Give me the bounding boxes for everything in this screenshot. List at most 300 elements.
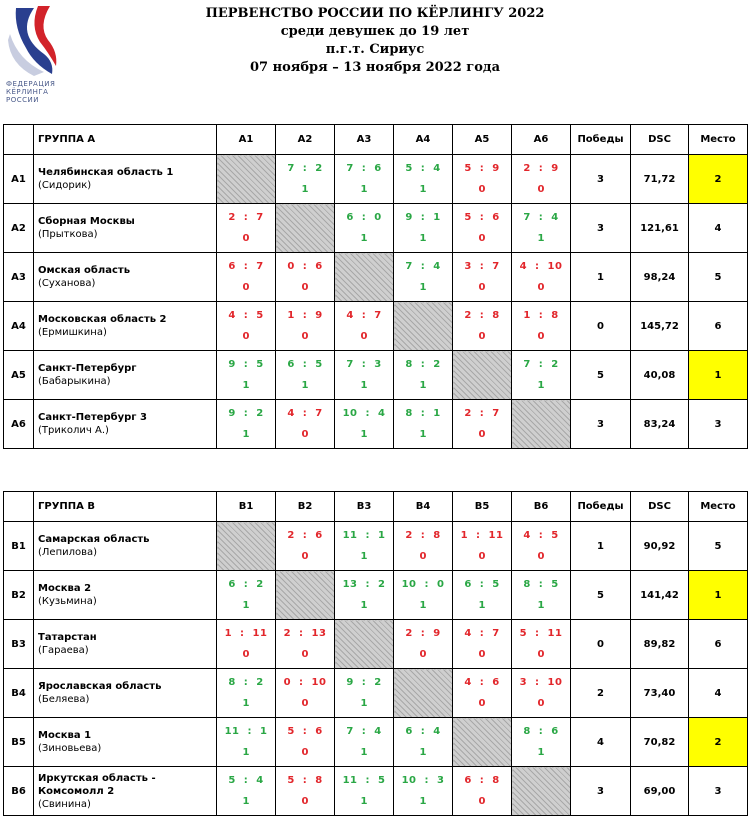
score-for: 6 bbox=[228, 578, 236, 590]
team-cell bbox=[34, 620, 217, 669]
score-for: 8 bbox=[523, 578, 531, 590]
match-score: 7 : 2 bbox=[287, 162, 323, 174]
score-for: 2 bbox=[464, 309, 472, 321]
dsc-header: DSC bbox=[631, 492, 689, 522]
match-score: 5 : 8 bbox=[287, 774, 323, 786]
place-value: 4 bbox=[689, 669, 748, 718]
match-points: 0 bbox=[537, 648, 545, 660]
team-name: Омская область bbox=[38, 265, 131, 276]
match-points: 0 bbox=[478, 648, 486, 660]
team-cell bbox=[34, 155, 217, 204]
match-score: 7 : 6 bbox=[346, 162, 382, 174]
group-b-table bbox=[3, 491, 748, 816]
column-header: B4 bbox=[394, 492, 453, 522]
match-points: 1 bbox=[419, 281, 427, 293]
team-skip: (Лепилова) bbox=[38, 547, 98, 558]
team-name: Москва 2 bbox=[38, 583, 92, 594]
team-row bbox=[4, 155, 748, 204]
match-points: 1 bbox=[537, 232, 545, 244]
match-result-cell bbox=[512, 253, 571, 302]
score-for: 7 bbox=[346, 358, 354, 370]
score-against: 4 bbox=[551, 211, 559, 223]
match-result-cell bbox=[276, 302, 335, 351]
score-against: 1 bbox=[433, 211, 441, 223]
match-score: 7 : 2 bbox=[523, 358, 559, 370]
match-score: 5 : 4 bbox=[228, 774, 264, 786]
match-score: 11 : 1 bbox=[224, 725, 268, 737]
match-score: 2 : 7 bbox=[464, 407, 500, 419]
place-header: Место bbox=[689, 492, 748, 522]
match-score: 4 : 10 bbox=[519, 260, 563, 272]
match-result-cell bbox=[217, 400, 276, 449]
self-match-cell bbox=[512, 400, 571, 449]
group-a-table bbox=[3, 124, 748, 449]
team-cell bbox=[34, 669, 217, 718]
match-result-cell bbox=[394, 718, 453, 767]
wins-count: 2 bbox=[571, 669, 631, 718]
match-score: 4 : 6 bbox=[464, 676, 500, 688]
score-against: 10 bbox=[547, 260, 563, 272]
match-score: 4 : 5 bbox=[228, 309, 264, 321]
score-against: 2 bbox=[433, 358, 441, 370]
match-score: 6 : 0 bbox=[346, 211, 382, 223]
team-code: B5 bbox=[4, 718, 34, 767]
self-match-cell bbox=[217, 155, 276, 204]
score-against: 2 bbox=[256, 407, 264, 419]
score-for: 1 bbox=[224, 627, 233, 639]
place-value: 6 bbox=[689, 620, 748, 669]
score-for: 9 bbox=[405, 211, 413, 223]
team-row bbox=[4, 767, 748, 816]
match-result-cell bbox=[512, 155, 571, 204]
match-points: 0 bbox=[242, 330, 250, 342]
match-score: 6 : 8 bbox=[464, 774, 500, 786]
wins-count: 5 bbox=[571, 571, 631, 620]
match-points: 0 bbox=[301, 330, 309, 342]
place-value: 6 bbox=[689, 302, 748, 351]
score-against: 2 bbox=[377, 578, 386, 590]
dsc-value: 98,24 bbox=[631, 253, 689, 302]
match-score: 8 : 2 bbox=[405, 358, 441, 370]
score-for: 6 bbox=[346, 211, 354, 223]
match-result-cell bbox=[335, 767, 394, 816]
team-code: A1 bbox=[4, 155, 34, 204]
match-points: 0 bbox=[478, 550, 486, 562]
score-against: 7 bbox=[492, 627, 500, 639]
score-for: 3 bbox=[519, 676, 528, 688]
match-score: 5 : 11 bbox=[519, 627, 563, 639]
self-match-cell bbox=[453, 718, 512, 767]
match-result-cell bbox=[276, 253, 335, 302]
score-against: 9 bbox=[315, 309, 323, 321]
team-code: B2 bbox=[4, 571, 34, 620]
team-name: Сборная Москвы bbox=[38, 216, 135, 227]
team-skip: (Триколич А.) bbox=[38, 425, 109, 436]
place-value: 1 bbox=[689, 351, 748, 400]
match-points: 1 bbox=[360, 746, 368, 758]
team-cell bbox=[34, 351, 217, 400]
match-result-cell bbox=[512, 302, 571, 351]
match-result-cell bbox=[394, 351, 453, 400]
match-score: 4 : 7 bbox=[287, 407, 323, 419]
team-code: A2 bbox=[4, 204, 34, 253]
match-score: 8 : 1 bbox=[405, 407, 441, 419]
group-header-row bbox=[4, 125, 748, 155]
score-against: 6 bbox=[492, 676, 500, 688]
match-result-cell bbox=[276, 155, 335, 204]
score-against: 2 bbox=[256, 676, 264, 688]
match-points: 0 bbox=[537, 330, 545, 342]
match-score: 1 : 11 bbox=[224, 627, 268, 639]
score-against: 9 bbox=[492, 162, 500, 174]
match-points: 1 bbox=[301, 379, 309, 391]
score-for: 5 bbox=[519, 627, 528, 639]
column-header: A5 bbox=[453, 125, 512, 155]
match-score: 0 : 10 bbox=[283, 676, 327, 688]
team-name: Татарстан bbox=[38, 632, 97, 643]
match-result-cell bbox=[217, 718, 276, 767]
score-against: 11 bbox=[488, 529, 504, 541]
logo-line-2: КЁРЛИНГА bbox=[6, 88, 49, 96]
match-score: 2 : 13 bbox=[283, 627, 327, 639]
team-row bbox=[4, 351, 748, 400]
match-result-cell bbox=[453, 522, 512, 571]
score-for: 9 bbox=[228, 407, 236, 419]
score-for: 1 bbox=[523, 309, 531, 321]
match-result-cell bbox=[394, 204, 453, 253]
match-result-cell bbox=[217, 620, 276, 669]
match-score: 8 : 5 bbox=[523, 578, 559, 590]
match-score: 9 : 2 bbox=[346, 676, 382, 688]
score-against: 6 bbox=[374, 162, 382, 174]
match-score: 11 : 5 bbox=[342, 774, 386, 786]
match-score: 6 : 4 bbox=[405, 725, 441, 737]
match-score: 9 : 5 bbox=[228, 358, 264, 370]
match-score: 10 : 4 bbox=[342, 407, 386, 419]
team-cell bbox=[34, 571, 217, 620]
match-score: 3 : 7 bbox=[464, 260, 500, 272]
score-against: 8 bbox=[492, 774, 500, 786]
score-against: 6 bbox=[315, 260, 323, 272]
score-against: 2 bbox=[551, 358, 559, 370]
team-skip: (Кузьмина) bbox=[38, 596, 97, 607]
match-score: 2 : 7 bbox=[228, 211, 264, 223]
place-value: 2 bbox=[689, 718, 748, 767]
match-points: 1 bbox=[360, 550, 368, 562]
score-against: 7 bbox=[374, 309, 382, 321]
score-against: 5 bbox=[377, 774, 386, 786]
score-for: 4 bbox=[523, 529, 531, 541]
score-for: 8 bbox=[405, 407, 413, 419]
dsc-header: DSC bbox=[631, 125, 689, 155]
dsc-value: 70,82 bbox=[631, 718, 689, 767]
team-row bbox=[4, 253, 748, 302]
dsc-value: 40,08 bbox=[631, 351, 689, 400]
score-for: 7 bbox=[405, 260, 413, 272]
team-code: B4 bbox=[4, 669, 34, 718]
match-score: 2 : 9 bbox=[405, 627, 441, 639]
place-value: 5 bbox=[689, 522, 748, 571]
match-result-cell bbox=[512, 522, 571, 571]
wins-count: 1 bbox=[571, 253, 631, 302]
score-for: 1 bbox=[287, 309, 295, 321]
match-points: 1 bbox=[242, 379, 250, 391]
match-points: 1 bbox=[478, 599, 486, 611]
score-against: 4 bbox=[374, 725, 382, 737]
score-against: 2 bbox=[256, 578, 264, 590]
match-points: 1 bbox=[419, 379, 427, 391]
match-points: 0 bbox=[301, 428, 309, 440]
match-result-cell bbox=[335, 302, 394, 351]
score-for: 4 bbox=[228, 309, 236, 321]
match-result-cell bbox=[335, 351, 394, 400]
team-name: Ярославская область bbox=[38, 681, 162, 692]
match-result-cell bbox=[512, 669, 571, 718]
team-skip: (Прыткова) bbox=[38, 229, 98, 240]
score-for: 7 bbox=[346, 725, 354, 737]
score-against: 1 bbox=[259, 725, 268, 737]
match-result-cell bbox=[512, 571, 571, 620]
match-score: 2 : 9 bbox=[523, 162, 559, 174]
match-result-cell bbox=[394, 620, 453, 669]
team-code: B3 bbox=[4, 620, 34, 669]
match-points: 1 bbox=[419, 599, 427, 611]
place-value: 2 bbox=[689, 155, 748, 204]
match-result-cell bbox=[453, 204, 512, 253]
column-header: A2 bbox=[276, 125, 335, 155]
score-for: 5 bbox=[287, 725, 295, 737]
match-result-cell bbox=[394, 253, 453, 302]
self-match-cell bbox=[335, 620, 394, 669]
match-result-cell bbox=[217, 669, 276, 718]
self-match-cell bbox=[276, 204, 335, 253]
team-name: Санкт-Петербург bbox=[38, 363, 137, 374]
score-against: 2 bbox=[374, 676, 382, 688]
score-against: 13 bbox=[311, 627, 327, 639]
match-points: 1 bbox=[360, 428, 368, 440]
score-for: 10 bbox=[401, 774, 417, 786]
dsc-value: 89,82 bbox=[631, 620, 689, 669]
score-against: 3 bbox=[436, 774, 445, 786]
team-row bbox=[4, 204, 748, 253]
match-result-cell bbox=[276, 351, 335, 400]
score-for: 5 bbox=[405, 162, 413, 174]
self-match-cell bbox=[394, 302, 453, 351]
self-match-cell bbox=[217, 522, 276, 571]
place-value: 5 bbox=[689, 253, 748, 302]
column-header: B2 bbox=[276, 492, 335, 522]
match-score: 4 : 7 bbox=[464, 627, 500, 639]
team-name: Челябинская область 1 bbox=[38, 167, 174, 178]
score-for: 2 bbox=[228, 211, 236, 223]
match-result-cell bbox=[217, 351, 276, 400]
score-for: 2 bbox=[405, 529, 413, 541]
match-score: 4 : 5 bbox=[523, 529, 559, 541]
score-for: 7 bbox=[287, 162, 295, 174]
match-result-cell bbox=[217, 204, 276, 253]
wins-count: 0 bbox=[571, 302, 631, 351]
score-against: 7 bbox=[315, 407, 323, 419]
match-score: 7 : 4 bbox=[523, 211, 559, 223]
group-name: ГРУППА А bbox=[34, 125, 217, 155]
score-against: 11 bbox=[547, 627, 563, 639]
score-against: 8 bbox=[433, 529, 441, 541]
match-score: 3 : 10 bbox=[519, 676, 563, 688]
match-result-cell bbox=[453, 400, 512, 449]
match-points: 1 bbox=[419, 428, 427, 440]
column-header: A3 bbox=[335, 125, 394, 155]
column-header: A6 bbox=[512, 125, 571, 155]
team-name: Иркутская область - Комсомолл 2 bbox=[38, 772, 156, 797]
match-result-cell bbox=[394, 400, 453, 449]
team-name: Московская область 2 bbox=[38, 314, 167, 325]
place-header: Место bbox=[689, 125, 748, 155]
team-code: B6 bbox=[4, 767, 34, 816]
match-points: 1 bbox=[360, 697, 368, 709]
score-for: 6 bbox=[464, 774, 472, 786]
match-score: 6 : 2 bbox=[228, 578, 264, 590]
score-against: 5 bbox=[551, 529, 559, 541]
score-for: 4 bbox=[464, 627, 472, 639]
team-name: Самарская область bbox=[38, 534, 150, 545]
column-header: B5 bbox=[453, 492, 512, 522]
header-corner bbox=[4, 125, 34, 155]
wins-count: 4 bbox=[571, 718, 631, 767]
team-row bbox=[4, 400, 748, 449]
score-for: 5 bbox=[287, 774, 295, 786]
match-points: 0 bbox=[478, 795, 486, 807]
column-header: B3 bbox=[335, 492, 394, 522]
score-against: 7 bbox=[256, 211, 264, 223]
score-for: 5 bbox=[228, 774, 236, 786]
team-row bbox=[4, 571, 748, 620]
match-points: 0 bbox=[537, 183, 545, 195]
score-against: 4 bbox=[433, 162, 441, 174]
score-against: 5 bbox=[256, 358, 264, 370]
score-for: 11 bbox=[224, 725, 240, 737]
score-for: 6 bbox=[287, 358, 295, 370]
match-points: 0 bbox=[478, 330, 486, 342]
match-points: 0 bbox=[360, 330, 368, 342]
team-code: A5 bbox=[4, 351, 34, 400]
match-points: 1 bbox=[360, 232, 368, 244]
score-against: 0 bbox=[436, 578, 445, 590]
score-for: 2 bbox=[464, 407, 472, 419]
match-result-cell bbox=[217, 767, 276, 816]
match-points: 1 bbox=[537, 599, 545, 611]
score-for: 8 bbox=[523, 725, 531, 737]
team-code: A3 bbox=[4, 253, 34, 302]
team-skip: (Сидорик) bbox=[38, 180, 92, 191]
score-against: 11 bbox=[252, 627, 268, 639]
match-result-cell bbox=[335, 522, 394, 571]
match-points: 0 bbox=[301, 795, 309, 807]
team-row bbox=[4, 522, 748, 571]
score-for: 6 bbox=[464, 578, 472, 590]
match-points: 0 bbox=[478, 232, 486, 244]
group-name: ГРУППА В bbox=[34, 492, 217, 522]
score-for: 13 bbox=[342, 578, 358, 590]
score-for: 8 bbox=[228, 676, 236, 688]
match-points: 0 bbox=[301, 697, 309, 709]
score-against: 4 bbox=[377, 407, 386, 419]
column-header: A1 bbox=[217, 125, 276, 155]
logo-caption bbox=[6, 80, 70, 104]
wins-count: 1 bbox=[571, 522, 631, 571]
score-for: 1 bbox=[460, 529, 469, 541]
match-points: 0 bbox=[537, 281, 545, 293]
self-match-cell bbox=[453, 351, 512, 400]
dsc-value: 141,42 bbox=[631, 571, 689, 620]
match-score: 6 : 5 bbox=[287, 358, 323, 370]
match-result-cell bbox=[217, 302, 276, 351]
place-value: 3 bbox=[689, 767, 748, 816]
match-points: 0 bbox=[478, 428, 486, 440]
header-category: среди девушек до 19 лет bbox=[280, 24, 470, 39]
score-against: 7 bbox=[492, 407, 500, 419]
team-cell bbox=[34, 400, 217, 449]
match-score: 1 : 9 bbox=[287, 309, 323, 321]
match-points: 1 bbox=[242, 746, 250, 758]
score-against: 10 bbox=[547, 676, 563, 688]
team-skip: (Ермишкина) bbox=[38, 327, 107, 338]
score-against: 1 bbox=[377, 529, 386, 541]
score-against: 4 bbox=[433, 725, 441, 737]
wins-header: Победы bbox=[571, 125, 631, 155]
match-score: 10 : 0 bbox=[401, 578, 445, 590]
match-result-cell bbox=[276, 669, 335, 718]
self-match-cell bbox=[512, 767, 571, 816]
match-score: 2 : 8 bbox=[405, 529, 441, 541]
match-points: 0 bbox=[537, 697, 545, 709]
match-score: 4 : 7 bbox=[346, 309, 382, 321]
match-result-cell bbox=[335, 571, 394, 620]
score-for: 9 bbox=[346, 676, 354, 688]
header-corner bbox=[4, 492, 34, 522]
match-score: 7 : 4 bbox=[346, 725, 382, 737]
score-against: 1 bbox=[433, 407, 441, 419]
match-points: 1 bbox=[537, 746, 545, 758]
team-cell bbox=[34, 204, 217, 253]
match-score: 6 : 7 bbox=[228, 260, 264, 272]
dsc-value: 121,61 bbox=[631, 204, 689, 253]
score-against: 7 bbox=[492, 260, 500, 272]
match-points: 0 bbox=[301, 281, 309, 293]
dsc-value: 145,72 bbox=[631, 302, 689, 351]
match-result-cell bbox=[335, 718, 394, 767]
match-points: 1 bbox=[360, 183, 368, 195]
federation-logo bbox=[4, 4, 64, 108]
self-match-cell bbox=[335, 253, 394, 302]
match-score: 5 : 6 bbox=[287, 725, 323, 737]
score-for: 4 bbox=[464, 676, 472, 688]
match-result-cell bbox=[335, 204, 394, 253]
score-against: 5 bbox=[492, 578, 500, 590]
match-result-cell bbox=[217, 253, 276, 302]
score-for: 2 bbox=[405, 627, 413, 639]
logo-line-1: ФЕДЕРАЦИЯ bbox=[6, 80, 56, 88]
score-for: 5 bbox=[464, 162, 472, 174]
team-code: A4 bbox=[4, 302, 34, 351]
match-points: 0 bbox=[419, 648, 427, 660]
match-result-cell bbox=[394, 155, 453, 204]
score-for: 6 bbox=[405, 725, 413, 737]
match-result-cell bbox=[453, 767, 512, 816]
wins-count: 3 bbox=[571, 204, 631, 253]
score-for: 7 bbox=[523, 211, 531, 223]
match-score: 7 : 4 bbox=[405, 260, 441, 272]
match-points: 1 bbox=[242, 697, 250, 709]
